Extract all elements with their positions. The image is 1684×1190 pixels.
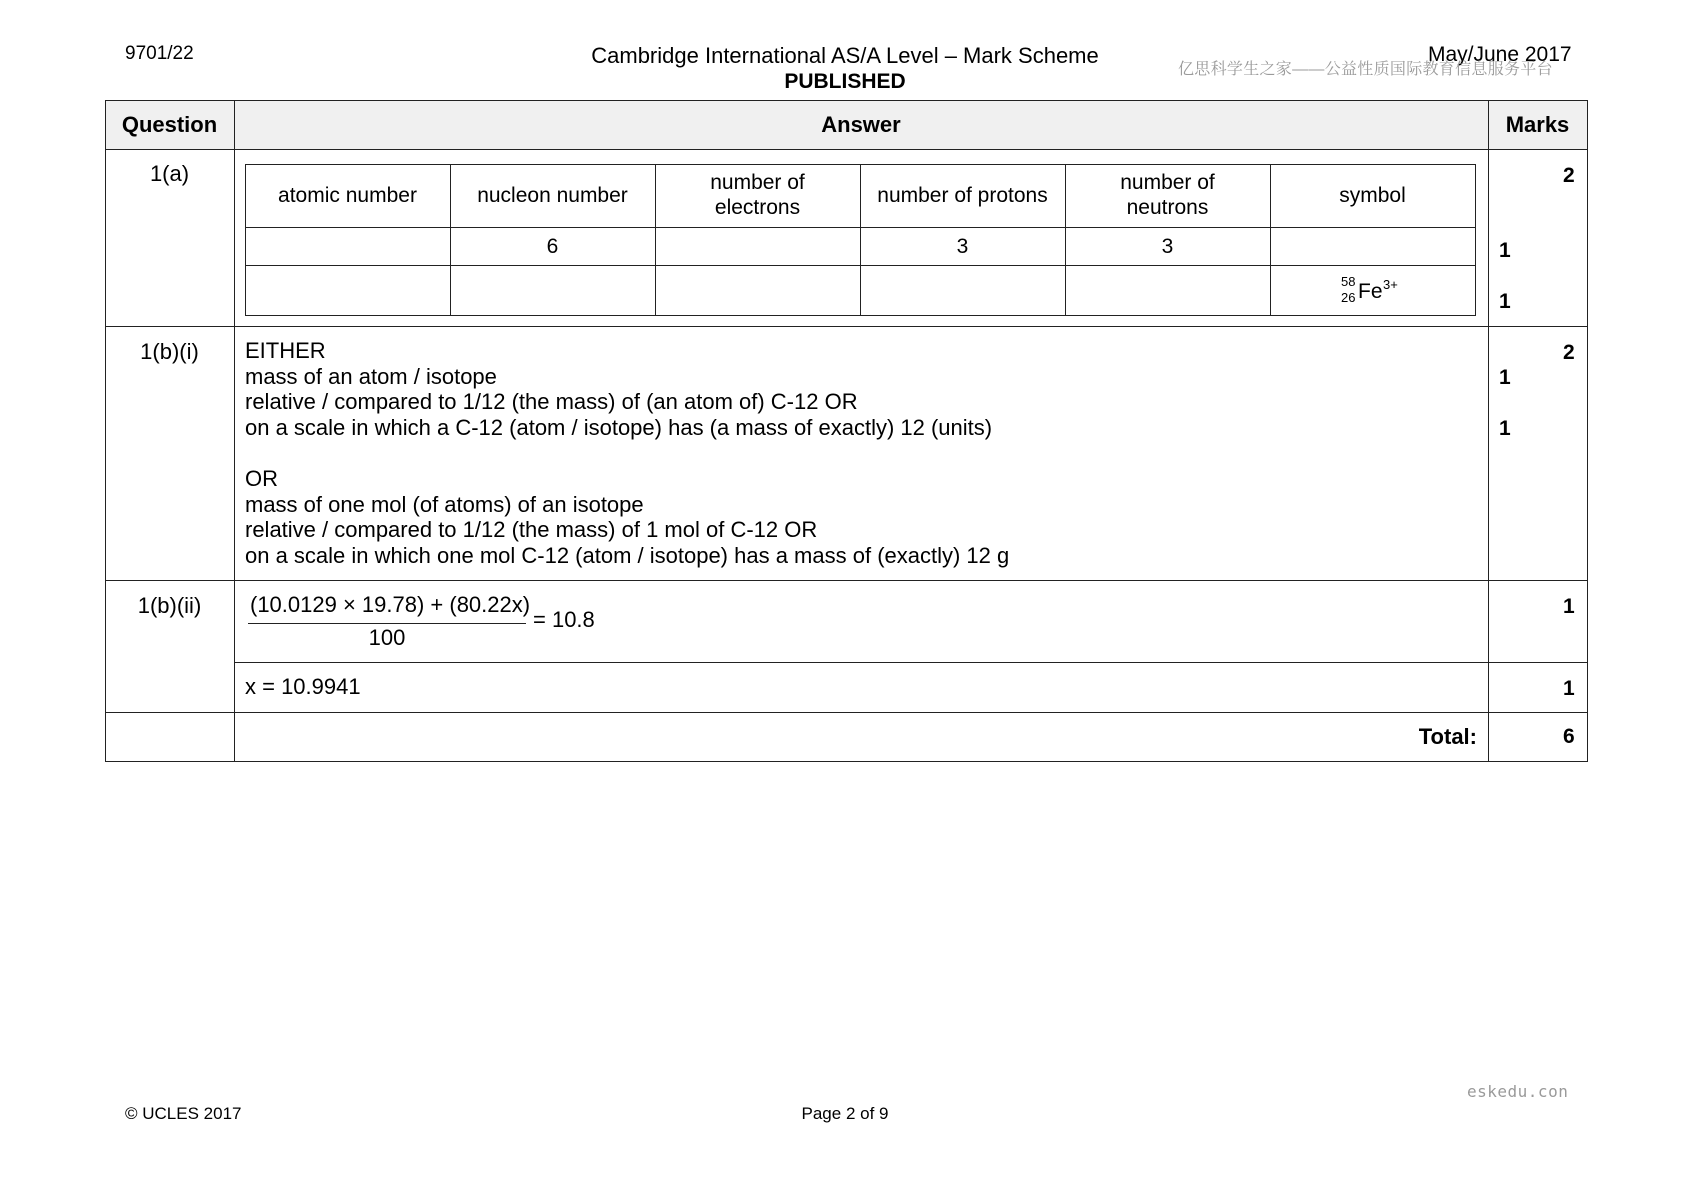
col-atomic-number: atomic number — [278, 184, 417, 207]
answer-line: mass of an atom / isotope — [245, 363, 497, 389]
col-number-of-neutrons: number of neutrons — [1120, 171, 1215, 219]
page-title: Cambridge International AS/A Level – Mark Scheme — [591, 43, 1099, 68]
exam-session: May/June 2017 — [1428, 43, 1572, 66]
mark-1bii-answer: 1 — [1563, 677, 1575, 700]
mark-scheme-table — [105, 100, 1588, 762]
answer-line: mass of one mol (of atoms) of an isotope — [245, 491, 644, 517]
mark-1a-row2: 1 — [1499, 290, 1511, 313]
marks-total-1bi: 2 — [1563, 341, 1575, 364]
total-label: Total: — [1418, 724, 1477, 749]
fraction-numerator: (10.0129 × 19.78) + (80.22x) — [250, 592, 531, 617]
header-question: Question — [121, 112, 218, 137]
question-label-1bi: 1(b)(i) — [140, 339, 199, 364]
mass-number: 58 — [1341, 274, 1356, 289]
question-label-1a: 1(a) — [149, 161, 190, 186]
col-number-of-protons: number of protons — [877, 184, 1048, 207]
answer-line: on a scale in which one mol C-12 (atom / isotope) has a mass of (exactly) 12 g — [245, 542, 1010, 568]
isotope-symbol — [1341, 274, 1421, 310]
header-marks: Marks — [1505, 112, 1570, 137]
atomic-number: 26 — [1341, 290, 1356, 305]
fraction-result: = 10.8 — [533, 607, 595, 632]
question-label-1bii: 1(b)(ii) — [137, 593, 202, 618]
answer-line: OR — [245, 466, 278, 491]
answer-line: relative / compared to 1/12 (the mass) of 1 mol of C-12 OR — [245, 517, 818, 543]
watermark-url: eskedu.con — [1467, 1082, 1569, 1101]
header-answer: Answer — [821, 112, 901, 137]
published-label: PUBLISHED — [784, 70, 906, 93]
watermark-text: 亿思科学生之家——公益性质国际教育信息服务平台 — [1178, 61, 1553, 78]
copyright: © UCLES 2017 — [125, 1104, 242, 1123]
mark-1bi-line2: 1 — [1499, 417, 1511, 440]
fraction-equation — [248, 592, 608, 654]
answer-x-value: x = 10.9941 — [245, 674, 361, 699]
cell-protons: 3 — [956, 235, 969, 258]
answer-line: on a scale in which a C-12 (atom / isotope) has (a mass of exactly) 12 (units) — [245, 414, 993, 440]
mark-1a-row1: 1 — [1499, 239, 1511, 262]
ion-charge: 3+ — [1383, 277, 1398, 292]
col-symbol: symbol — [1339, 184, 1406, 207]
cell-neutrons: 3 — [1161, 235, 1174, 258]
col-nucleon-number: nucleon number — [477, 184, 628, 207]
col-number-of-electrons: number of electrons — [710, 171, 805, 219]
marks-total-1a: 2 — [1563, 164, 1575, 187]
cell-nucleon-number: 6 — [546, 235, 559, 258]
mark-1bi-line1: 1 — [1499, 366, 1511, 389]
fraction-denominator: 100 — [368, 625, 406, 650]
answer-line: relative / compared to 1/12 (the mass) of (an atom of) C-12 OR — [245, 389, 858, 415]
answer-line: EITHER — [245, 338, 326, 363]
page-number: Page 2 of 9 — [801, 1104, 889, 1123]
document-code: 9701/22 — [125, 43, 194, 64]
particle-table — [245, 164, 1476, 316]
total-value: 6 — [1563, 725, 1575, 748]
mark-1bii-equation: 1 — [1563, 595, 1575, 618]
element-symbol: Fe — [1358, 280, 1383, 303]
